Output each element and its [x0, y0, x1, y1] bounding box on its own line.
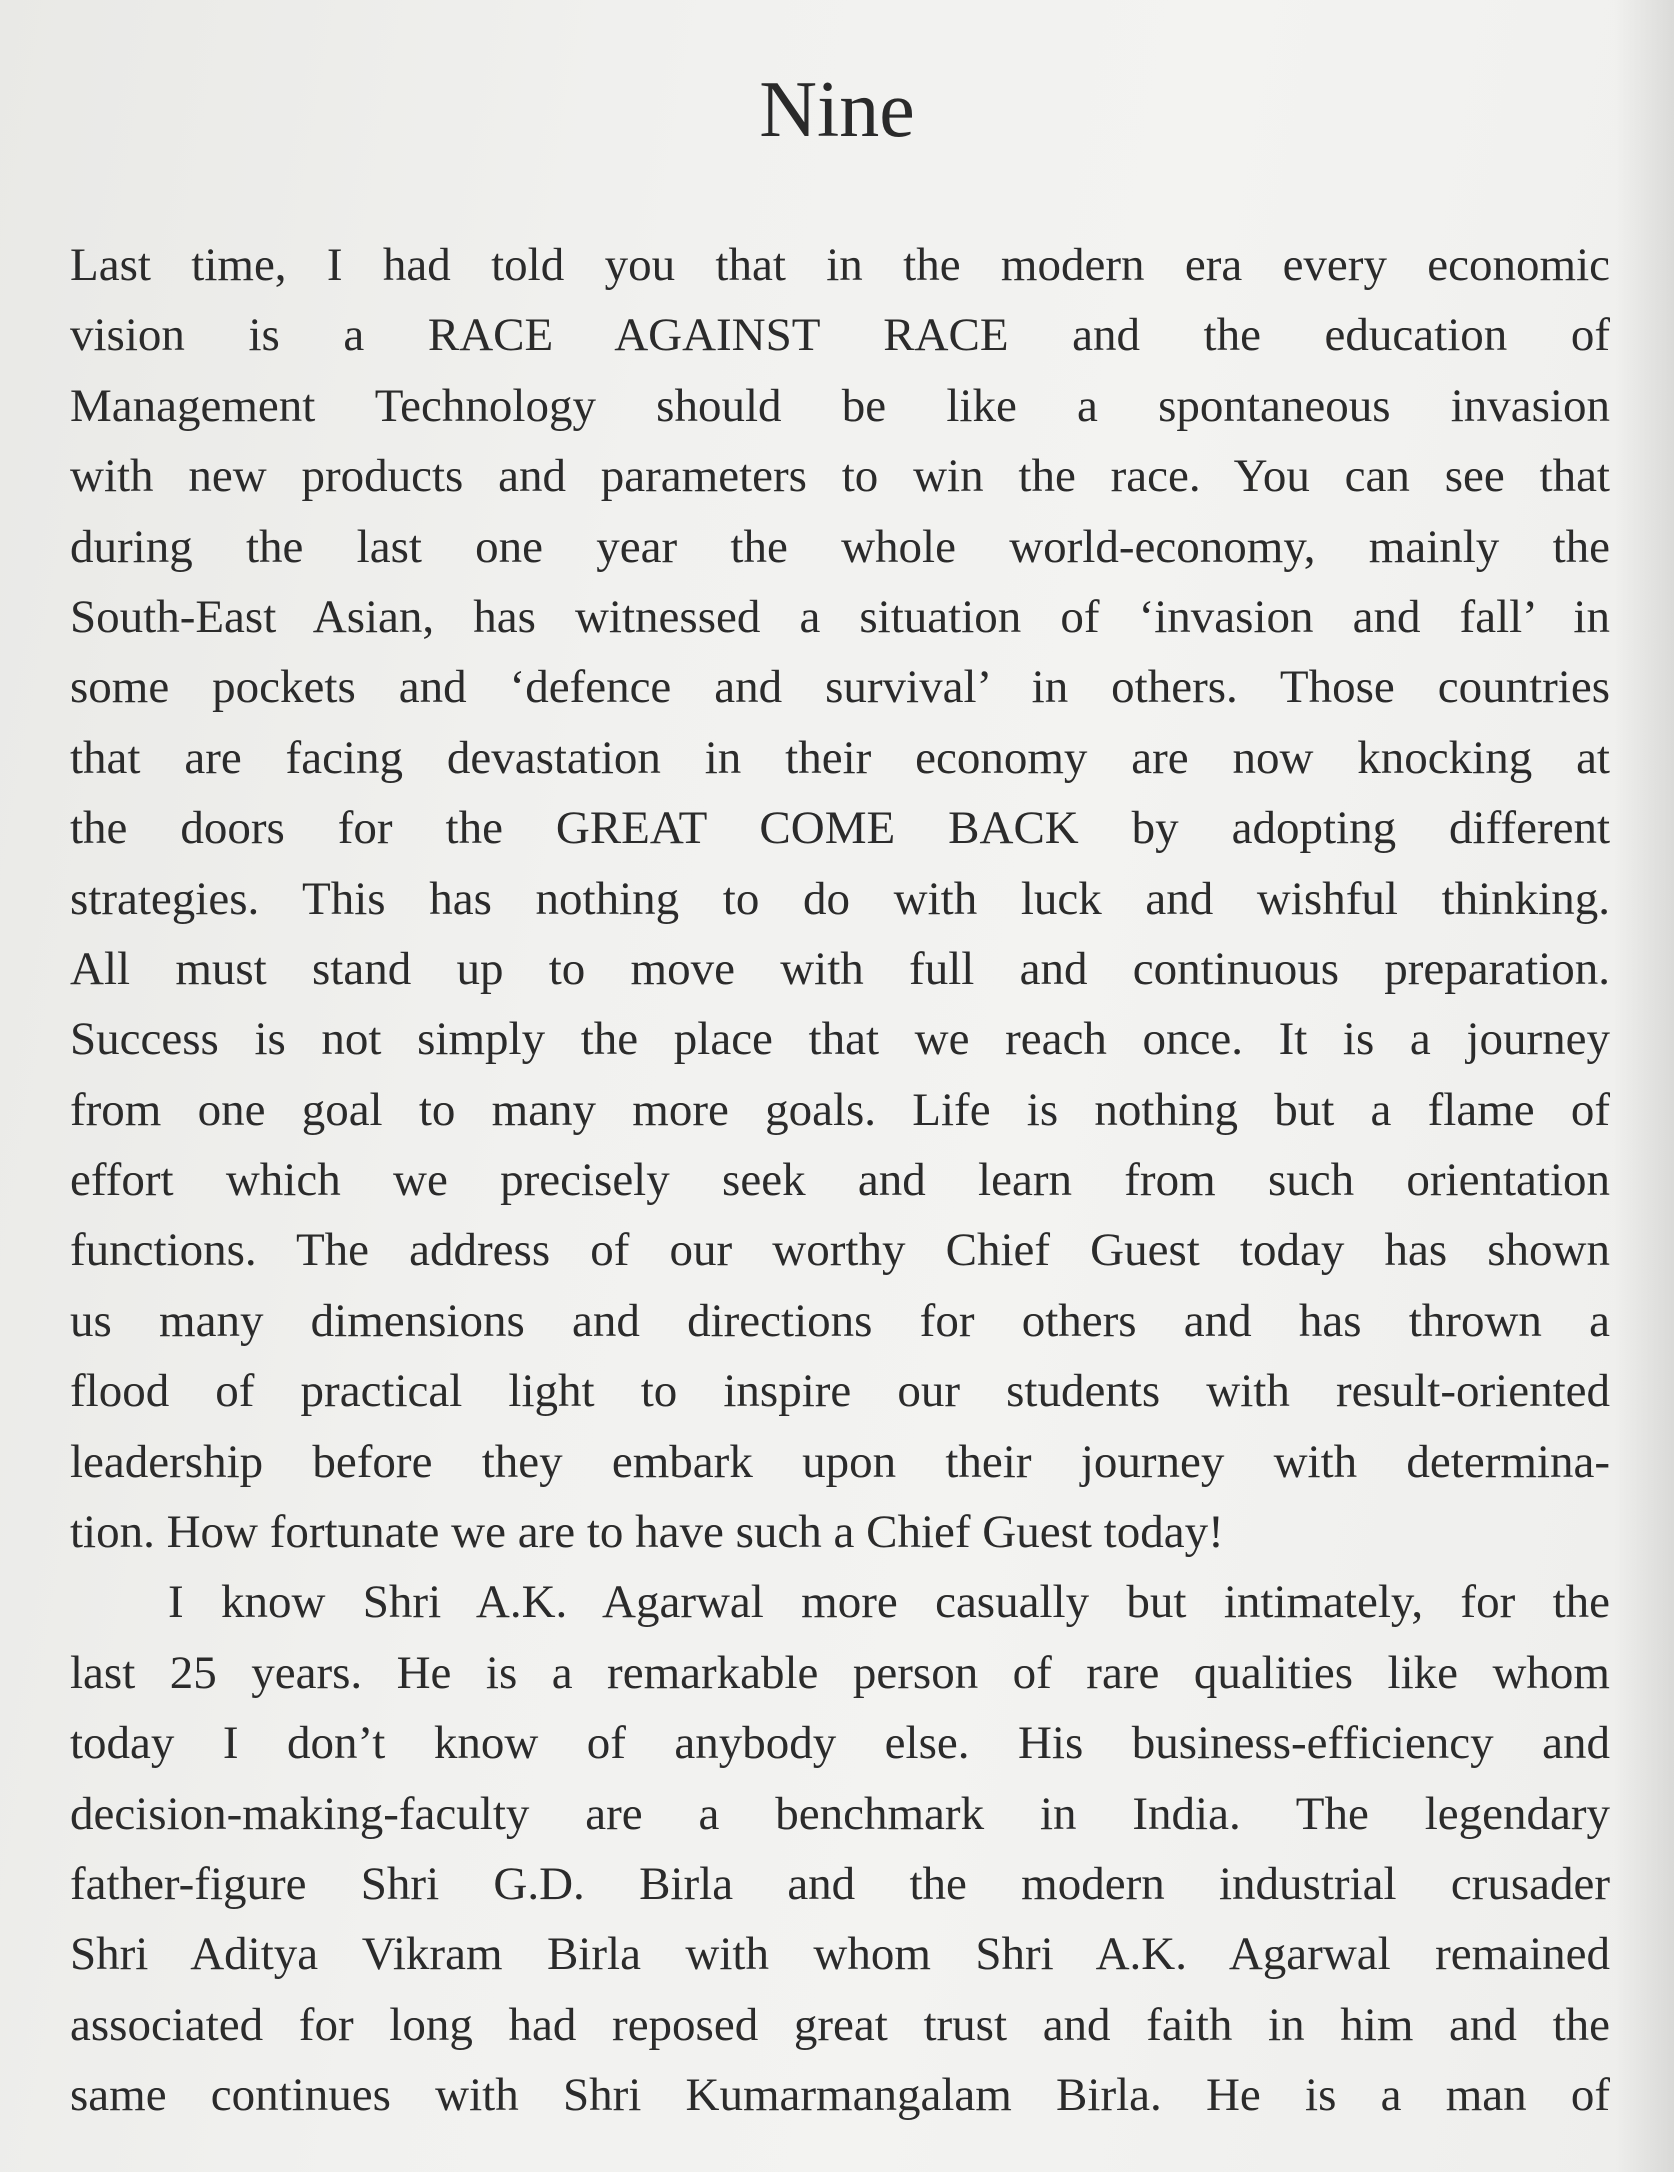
paragraph-1-line-15: functions. The address of our worthy Chief Guest today has shown [70, 1224, 1610, 1277]
paragraph-2-line-1: I know Shri A.K. Agarwal more casually but intimately, for the [168, 1576, 1610, 1629]
paragraph-1-line-4: with new products and parameters to win the race. You can see that [70, 450, 1610, 503]
paragraph-1-line-3: Management Technology should be like a spontaneous invasion [70, 379, 1610, 432]
paragraph-2-line-8: same continues with Shri Kumarmangalam Birla. He is a man of [70, 2069, 1610, 2122]
paragraph-1-line-17: flood of practical light to inspire our students with result-oriented [70, 1365, 1610, 1418]
paragraph-1-line-13: from one goal to many more goals. Life is nothing but a flame of [70, 1083, 1610, 1136]
paragraph-1-line-2: vision is a RACE AGAINST RACE and the education of [70, 309, 1610, 362]
paragraph-1-line-11: All must stand up to move with full and continuous preparation. [70, 942, 1610, 995]
paragraph-1-line-12: Success is not simply the place that we reach once. It is a journey [70, 1013, 1610, 1066]
paragraph-1-line-8: that are facing devastation in their economy are now knocking at [70, 731, 1610, 784]
paragraph-2-line-3: today I don’t know of anybody else. His business-efficiency and [70, 1717, 1610, 1770]
paragraph-1-line-18: leadership before they embark upon their journey with determina- [70, 1435, 1610, 1488]
paragraph-2-line-4: decision-making-faculty are a benchmark in India. The legendary [70, 1787, 1610, 1840]
paragraph-2-line-7: associated for long had reposed great trust and faith in him and the [70, 1998, 1610, 2051]
page-edge-shadow [1614, 0, 1674, 2172]
paragraph-1-line-14: effort which we precisely seek and learn from such orientation [70, 1154, 1610, 1207]
paragraph-2-line-2: last 25 years. He is a remarkable person of rare qualities like whom [70, 1646, 1610, 1699]
paragraph-2-line-5: father-figure Shri G.D. Birla and the modern industrial crusader [70, 1857, 1610, 1910]
paragraph-1-line-5: during the last one year the whole world-economy, mainly the [70, 520, 1610, 573]
body-text [70, 230, 1610, 2131]
paragraph-2-line-6: Shri Aditya Vikram Birla with whom Shri A.K. Agarwal remained [70, 1928, 1610, 1981]
chapter-title: Nine [759, 66, 915, 154]
paragraph-1-line-6: South-East Asian, has witnessed a situation of ‘invasion and fall’ in [70, 590, 1610, 643]
paragraph-1-line-9: the doors for the GREAT COME BACK by adopting different [70, 802, 1610, 855]
paragraph-1-line-19: tion. How fortunate we are to have such a Chief Guest today! [70, 1506, 1224, 1559]
paragraph-1-line-16: us many dimensions and directions for others and has thrown a [70, 1294, 1610, 1347]
paragraph-1-line-1: Last time, I had told you that in the modern era every economic [70, 239, 1610, 291]
paragraph-1-line-7: some pockets and ‘defence and survival’ in others. Those countries [70, 661, 1610, 714]
paragraph-1-line-10: strategies. This has nothing to do with luck and wishful thinking. [70, 872, 1610, 925]
